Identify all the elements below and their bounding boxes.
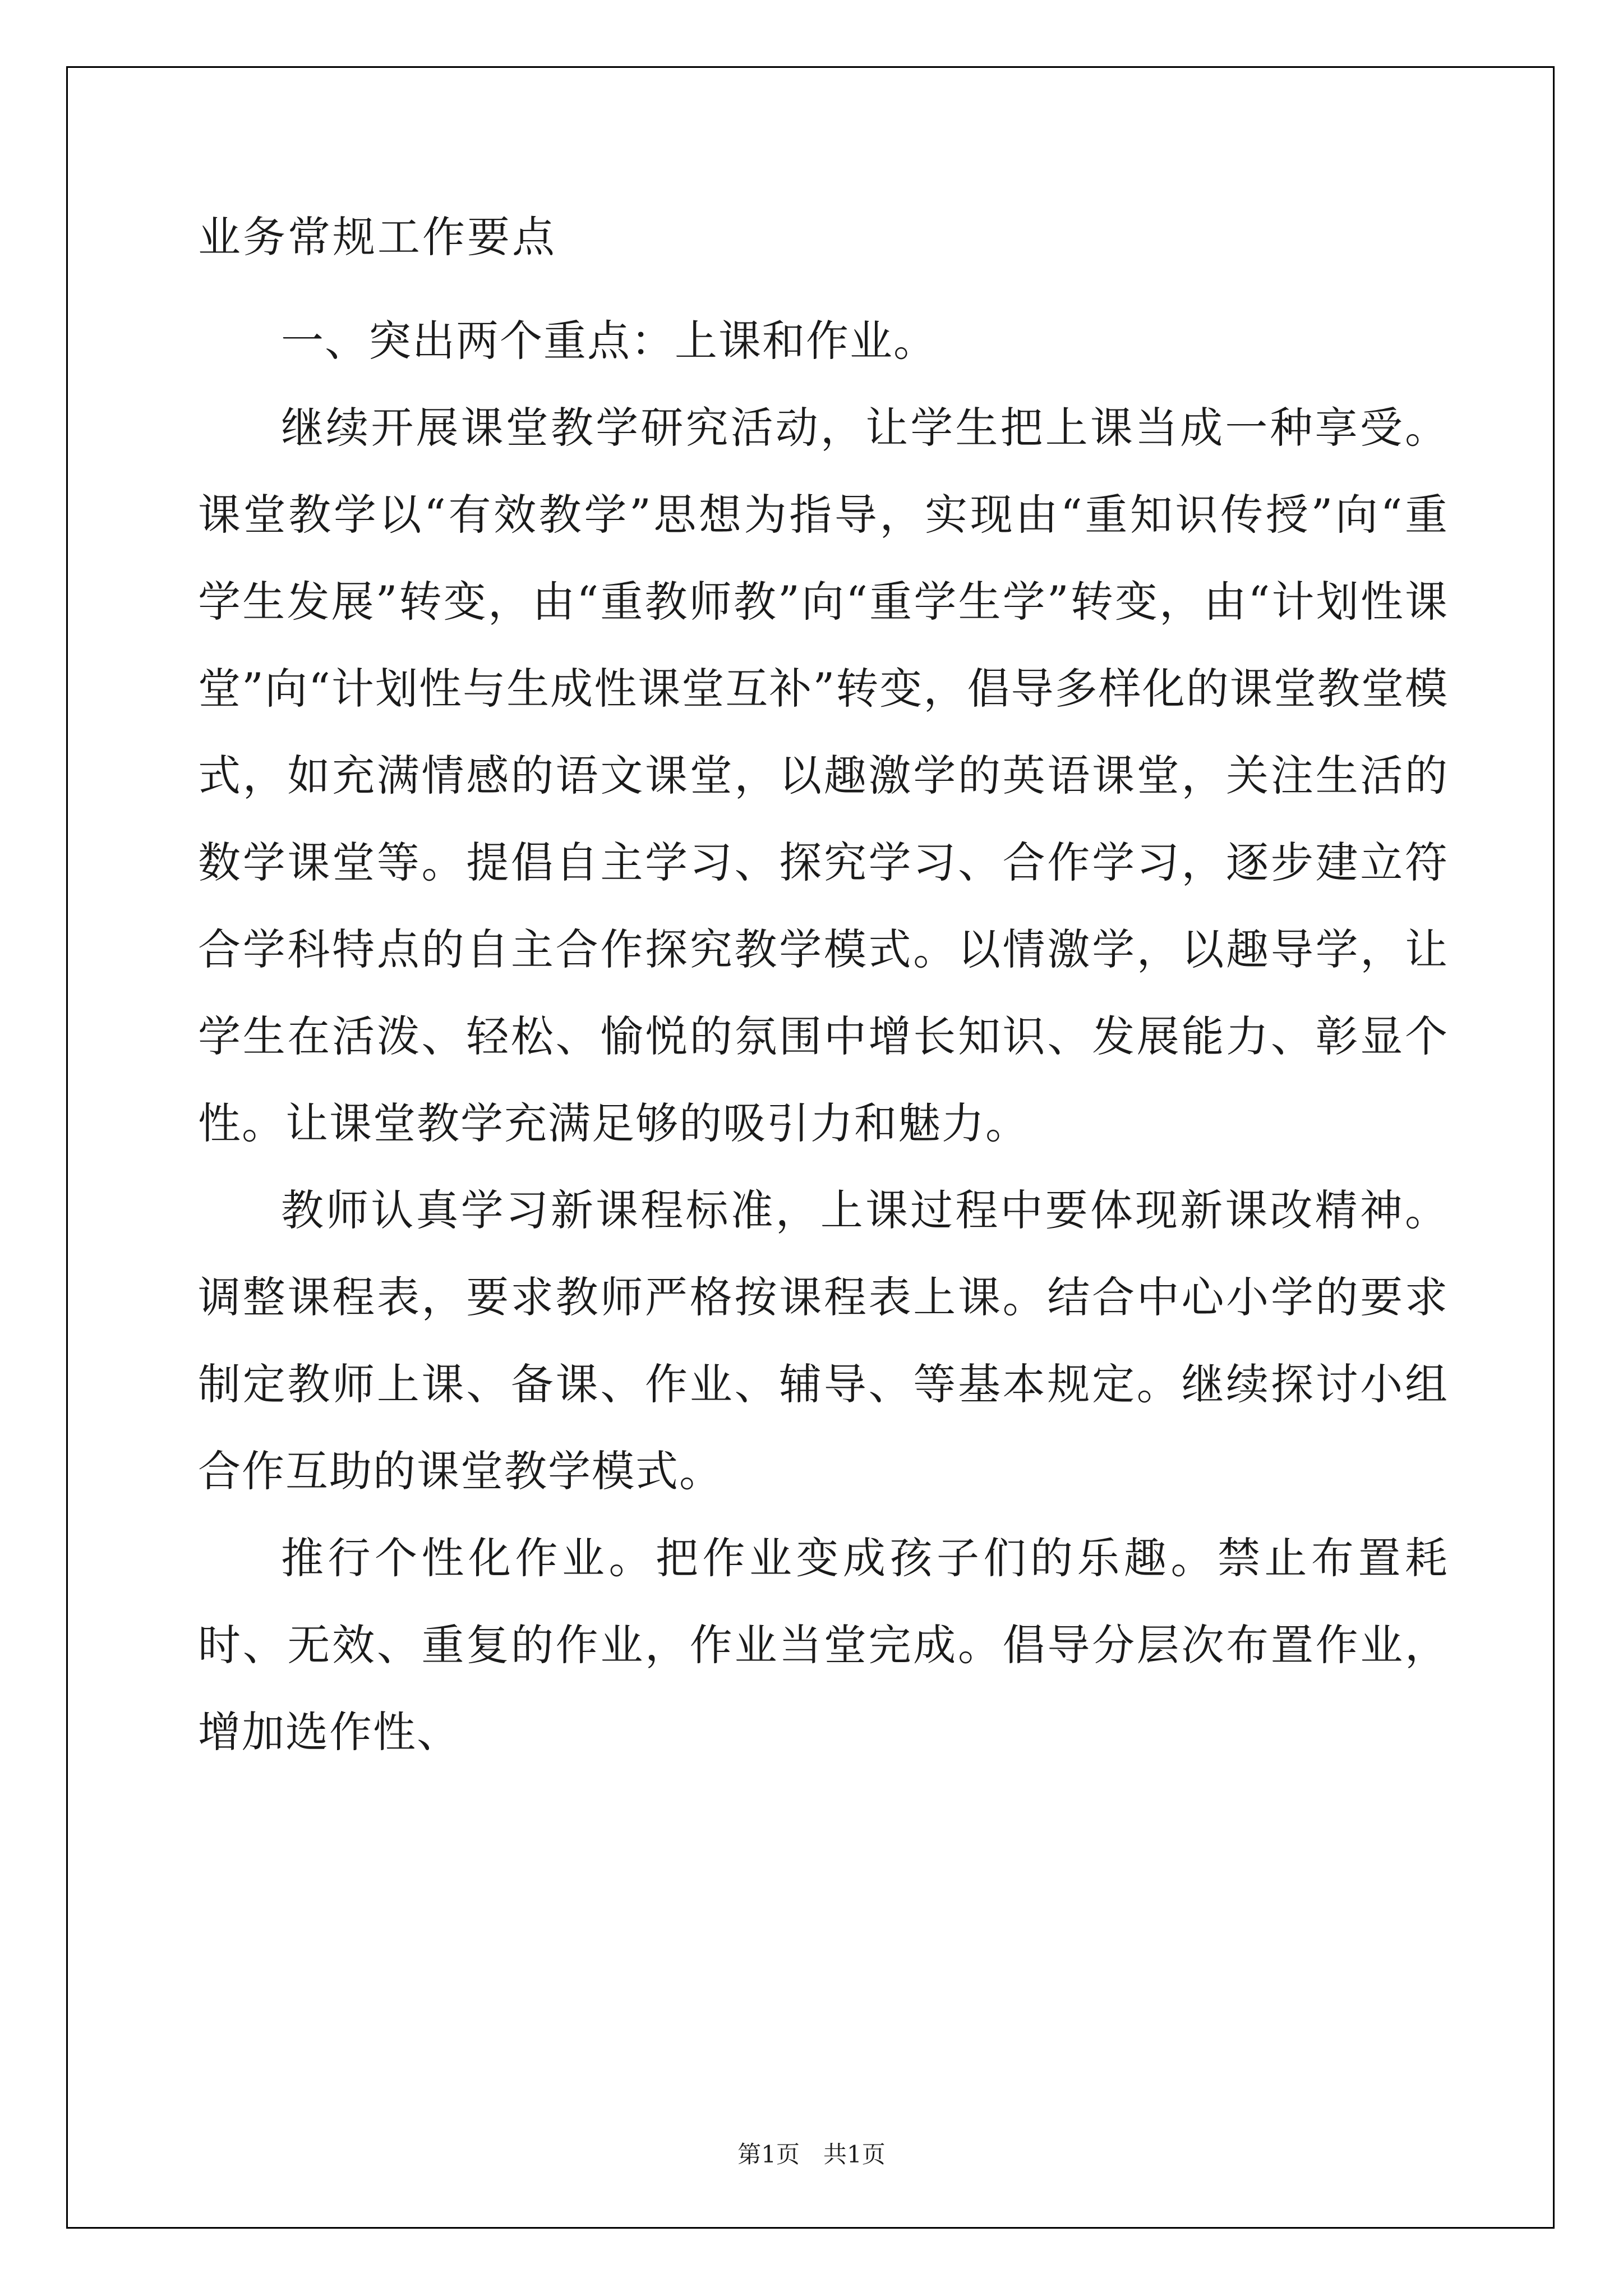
paragraph-3: 教师认真学习新课程标准，上课过程中要体现新课改精神。调整课程表，要求教师严格按课程表上课。结合中心小学的要求制定教师上课、备课、作业、辅导、等基本规定。继续探讨小组合作互助的课堂教学模式。 [198, 1185, 1449, 1496]
document-title: 业务常规工作要点 [198, 212, 557, 262]
document-body [198, 212, 1449, 1775]
paragraph-2: 继续开展课堂教学研究活动，让学生把上课当成一种享受。课堂教学以“有效教学”思想为指导，实现由“重知识传授”向“重学生发展”转变，由“重教师教”向“重学生学”转变，由“计划性课堂”向“计划性与生成性课堂互补”转变，倡导多样化的课堂教堂模式，如充满情感的语文课堂，以趣激学的英语课堂，关注生活的数学课堂等。提倡自主学习、探究学习、合作学习，逐步建立符合学科特点的自主合作探究教学模式。以情激学，以趣导学，让学生在活泼、轻松、愉悦的氛围中增长知识、发展能力、彰显个性。让课堂教学充满足够的吸引力和魅力。 [198, 403, 1449, 1148]
paragraph-1: 一、突出两个重点：上课和作业。 [281, 316, 937, 366]
paragraph-4: 推行个性化作业。把作业变成孩子们的乐趣。禁止布置耗时、无效、重复的作业，作业当堂完成。倡导分层次布置作业，增加选作性、 [198, 1533, 1449, 1757]
page-footer: 第1页 共1页 [737, 2141, 886, 2168]
